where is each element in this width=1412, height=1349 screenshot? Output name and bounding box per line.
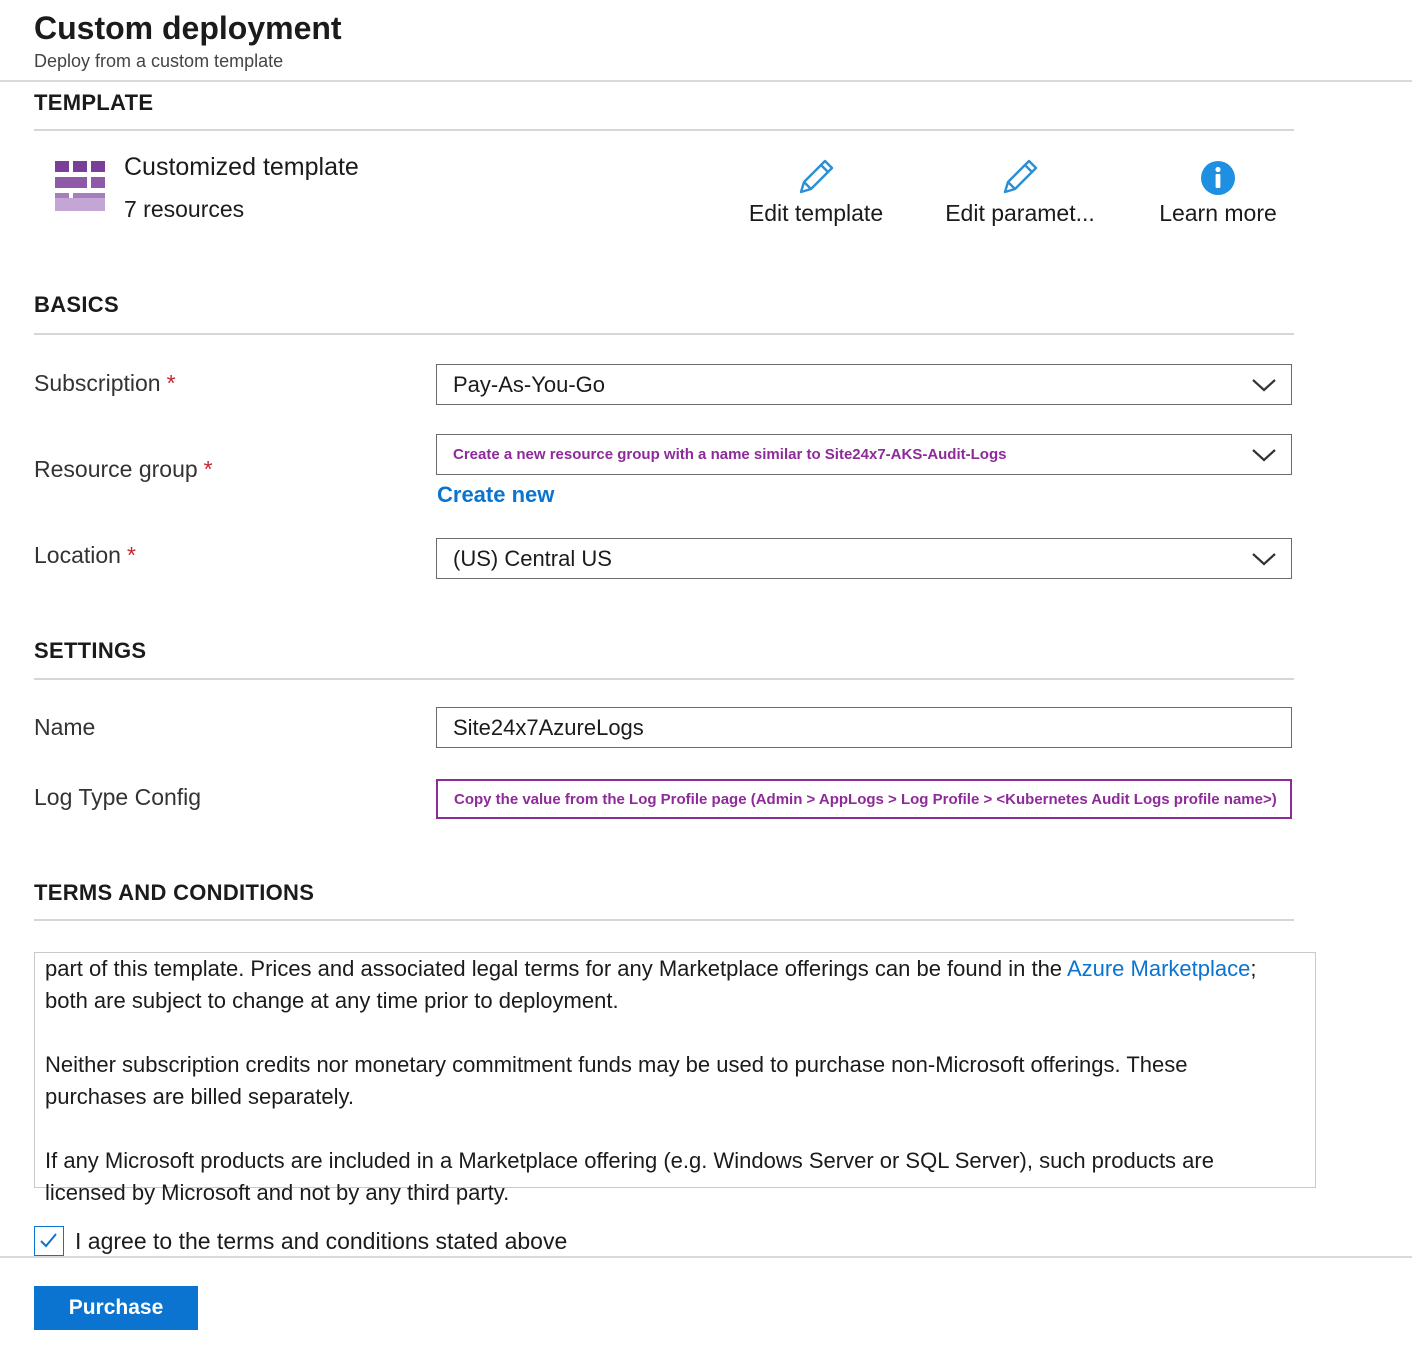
- template-resource-count: 7 resources: [124, 196, 245, 222]
- template-section-title: TEMPLATE: [34, 90, 154, 115]
- settings-section-title: SETTINGS: [34, 638, 147, 663]
- resource-group-label: Resource group *: [34, 456, 213, 482]
- log-type-config-input[interactable]: [436, 779, 1292, 819]
- page-title: Custom deployment: [34, 10, 342, 46]
- required-marker: *: [126, 542, 136, 568]
- name-input[interactable]: [436, 707, 1292, 748]
- azure-marketplace-link[interactable]: Azure Marketplace: [1066, 956, 1251, 981]
- subscription-label: Subscription *: [34, 370, 176, 396]
- edit-template-label: Edit template: [748, 200, 884, 226]
- agree-label: I agree to the terms and conditions stated above: [75, 1228, 568, 1254]
- required-marker: *: [203, 456, 213, 482]
- blade-header: [0, 0, 1412, 82]
- edit-parameters-button[interactable]: [944, 156, 1096, 227]
- pencil-icon: [795, 156, 837, 198]
- location-label: Location *: [34, 542, 136, 568]
- basics-divider: [34, 333, 1294, 335]
- info-icon: [1197, 156, 1239, 198]
- log-type-config-value: Copy the value from the Log Profile page (Admin > AppLogs > Log Profile > <Kubernetes Audit Logs profile name>): [454, 791, 1277, 808]
- checkmark-icon: [35, 1227, 62, 1254]
- subscription-dropdown[interactable]: [436, 364, 1292, 405]
- pencil-icon: [999, 156, 1041, 198]
- log-type-config-label: Log Type Config: [34, 784, 202, 810]
- resource-group-value: Create a new resource group with a name similar to Site24x7-AKS-Audit-Logs: [453, 446, 1007, 463]
- template-icon: [55, 161, 105, 211]
- edit-template-button[interactable]: [746, 156, 886, 227]
- basics-section-title: BASICS: [34, 292, 119, 317]
- location-dropdown[interactable]: [436, 538, 1292, 579]
- terms-text-box[interactable]: [34, 952, 1316, 1205]
- template-divider: [34, 129, 1294, 131]
- resource-group-dropdown[interactable]: [436, 434, 1292, 475]
- learn-more-button[interactable]: [1156, 156, 1280, 227]
- name-label: Name: [34, 714, 96, 740]
- template-name: Customized template: [124, 153, 359, 181]
- terms-section-title: TERMS AND CONDITIONS: [34, 880, 315, 905]
- terms-text: part of this template. Prices and associated legal terms for any Marketplace offerings can be found in the Azure Marketplace; both are subject to change at any time prior to deployment. Neither subscription credits nor monetary commitment funds may be used to purchase non-Microsoft offerings. These purchases are billed separately. If any Microsoft products are included in a Marketplace offering (e.g. Windows Server or SQL Server), such products are licensed by Microsoft and not by any third party.: [45, 956, 1257, 1205]
- chevron-down-icon: [1251, 447, 1277, 463]
- chevron-down-icon: [1251, 551, 1277, 567]
- terms-divider: [34, 919, 1294, 921]
- edit-parameters-label: Edit paramet...: [945, 200, 1095, 226]
- agree-checkbox[interactable]: [34, 1226, 64, 1256]
- name-value: Site24x7AzureLogs: [453, 715, 644, 740]
- settings-divider: [34, 678, 1294, 680]
- subscription-value: Pay-As-You-Go: [453, 372, 606, 397]
- footer-divider: [0, 1256, 1412, 1258]
- learn-more-label: Learn more: [1159, 200, 1277, 226]
- chevron-down-icon: [1251, 377, 1277, 393]
- page-subtitle: Deploy from a custom template: [34, 51, 284, 71]
- required-marker: *: [166, 370, 176, 396]
- purchase-button[interactable]: Purchase: [34, 1286, 198, 1330]
- create-new-link[interactable]: Create new: [437, 482, 555, 507]
- location-value: (US) Central US: [453, 546, 612, 571]
